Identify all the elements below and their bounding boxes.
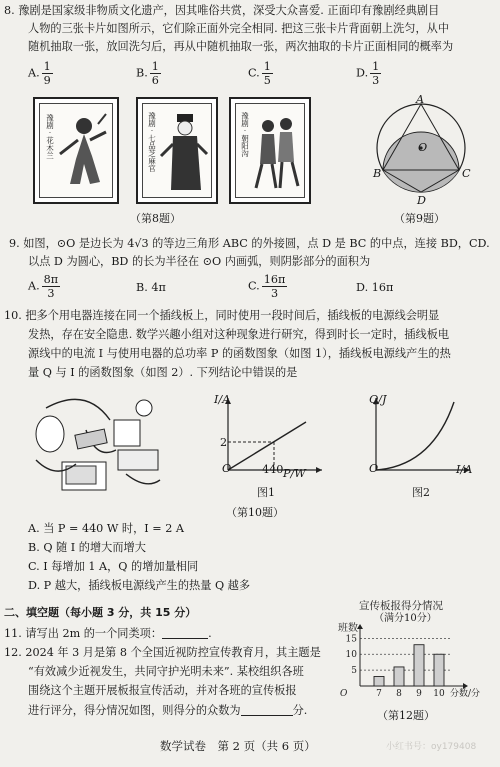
- point-c-label: C: [462, 167, 471, 180]
- watermark-text: 小红书号：oy179408: [386, 742, 477, 752]
- bar-score-7: [374, 676, 384, 686]
- q8-option-b: B. $\frac{1}{6}$: [136, 60, 159, 87]
- graph1-xlabel: P/W: [283, 467, 306, 480]
- x-tick-label: 8: [396, 689, 402, 699]
- point-b-label: B: [373, 167, 382, 180]
- q9-option-b: B. 4π: [136, 281, 166, 294]
- q9-option-a: A. $\frac{8\pi}{3}$: [28, 273, 59, 300]
- q8-caption: （第8题）: [130, 212, 181, 225]
- x-tick-label: 9: [416, 689, 422, 699]
- graph2-caption: 图2: [412, 486, 430, 499]
- graph1-current-vs-power: [214, 392, 324, 499]
- q10-caption: （第10题）: [226, 506, 284, 519]
- q12-line4: 进行评分，得分情况如图，则得分的众数为 分.: [28, 703, 308, 717]
- y-axis-label: 班数: [338, 623, 358, 634]
- card-qipin-zhimaguan: [136, 97, 218, 204]
- chart-caption: （第12题）: [377, 709, 435, 722]
- q12-line2: “有效减少近视发生，共同守护光明未来”. 某校组织各班: [28, 665, 304, 678]
- q9-option-d: D. 16π: [356, 281, 394, 294]
- q9-line1: 9. 如图，⊙O 是边长为 4√3 的等边三角形 ABC 的外接圆，点 D 是 BC 的中点，连接 BD，CD.: [9, 237, 490, 250]
- q8-option-d: D. $\frac{1}{3}$: [356, 60, 380, 87]
- chart-subtitle: （满分10分）: [374, 613, 437, 624]
- opera-figure-illustration: [143, 104, 211, 197]
- bar-score-8: [394, 667, 404, 686]
- q10-option-d: D. P 越大，插线板电源线产生的热量 Q 越多: [28, 579, 251, 592]
- opera-figure-illustration: [236, 104, 304, 197]
- q10-option-b: B. Q 随 I 的增大而增大: [28, 541, 146, 554]
- q9-line2: 以点 D 为圆心，BD 的长为半径在 ⊙O 内画弧，则阴影部分的面积为: [28, 255, 371, 268]
- x-axis-label: 分数/分: [450, 689, 481, 699]
- q10-line1: 10. 把多个用电器连接在同一个插线板上，同时使用一段时间后，插线板的电源线会明显: [4, 309, 440, 322]
- graph1-x-tick: 440: [262, 463, 284, 476]
- q12-line1: 12. 2024 年 3 月是第 8 个全国近视防控宣传教育月，其主题是: [4, 646, 321, 659]
- q8-line3: 随机抽取一张，放回洗匀后，再从中随机抽取一张，两次抽取的卡片正面相同的概率为: [28, 40, 454, 53]
- graph1-caption: 图1: [257, 486, 275, 499]
- bar-score-9: [414, 645, 424, 686]
- q12-line3: 围绕这个主题开展板报宣传活动，并对各班的宣传板报: [28, 684, 297, 697]
- q8-line2: 人物的三张卡片如图所示，它们除正面外完全相同. 把这三张卡片背面朝上洗匀，从中: [28, 22, 450, 35]
- card-chaoyanggou: [229, 97, 311, 204]
- bar-score-10: [434, 654, 444, 686]
- graph2-ylabel: Q/J: [369, 393, 387, 406]
- appliances-illustration: [26, 390, 166, 500]
- graph1-ylabel: I/A: [214, 393, 231, 406]
- card-label: 豫剧 · 花木兰: [45, 114, 55, 159]
- q9-option-c: C. $\frac{16\pi}{3}$: [248, 273, 286, 300]
- graph1-origin: O: [222, 462, 232, 475]
- graph2-xlabel: I/A: [456, 463, 473, 476]
- score-bar-chart: [336, 622, 486, 704]
- y-tick-label: 10: [345, 650, 357, 661]
- page-footer: 数学试卷 第 2 页（共 6 页）: [160, 739, 316, 753]
- q10-option-c: C. I 每增加 1 A，Q 的增加量相同: [28, 560, 199, 573]
- graph2-heat-vs-current: [362, 392, 474, 499]
- point-o-label: O: [418, 141, 428, 154]
- q10-line2: 发热，存在安全隐患. 数学兴趣小组对这种现象进行研究，得到时长一定时，插线板电: [28, 328, 450, 341]
- point-d-label: D: [417, 194, 426, 207]
- card-hua-mulan: [33, 97, 119, 204]
- y-tick-label: 15: [345, 634, 357, 645]
- section-2-title: 二、填空题（每小题 3 分，共 15 分）: [4, 606, 197, 619]
- chart-title: 宣传板报得分情况: [359, 600, 443, 612]
- q8-line1: 8. 豫剧是国家级非物质文化遗产，因其唯俗共赏，深受大众喜爱. 正面印有豫剧经典剧目: [4, 4, 440, 17]
- card-label: 豫剧 · 七品芝麻官: [147, 112, 157, 172]
- card-label: 豫剧 · 朝阳沟: [240, 112, 250, 157]
- x-tick-label: 7: [376, 689, 382, 699]
- graph1-y-tick: 2: [220, 436, 228, 449]
- x-tick-label: 10: [433, 689, 445, 699]
- q10-option-a: A. 当 P = 440 W 时，I = 2 A: [28, 522, 184, 535]
- point-a-label: A: [416, 93, 425, 106]
- origin-label: O: [340, 689, 348, 699]
- q9-caption: （第9题）: [394, 212, 445, 225]
- q8-option-c: C. $\frac{1}{5}$: [248, 60, 271, 87]
- q8-option-a: A. $\frac{1}{9}$: [28, 60, 51, 87]
- q11-text: 11. 请写出 2m 的一个同类项： .: [4, 626, 212, 640]
- y-tick-label: 5: [351, 666, 357, 677]
- graph2-origin: O: [369, 462, 379, 475]
- q10-line4: 量 Q 与 I 的函数图象（如图 2）. 下列结论中错误的是: [28, 366, 298, 379]
- q10-line3: 源线中的电流 I 与使用电器的总功率 P 的函数图象（如图 1），插线板电源线产生的热: [28, 347, 451, 360]
- opera-figure-illustration: [40, 104, 112, 197]
